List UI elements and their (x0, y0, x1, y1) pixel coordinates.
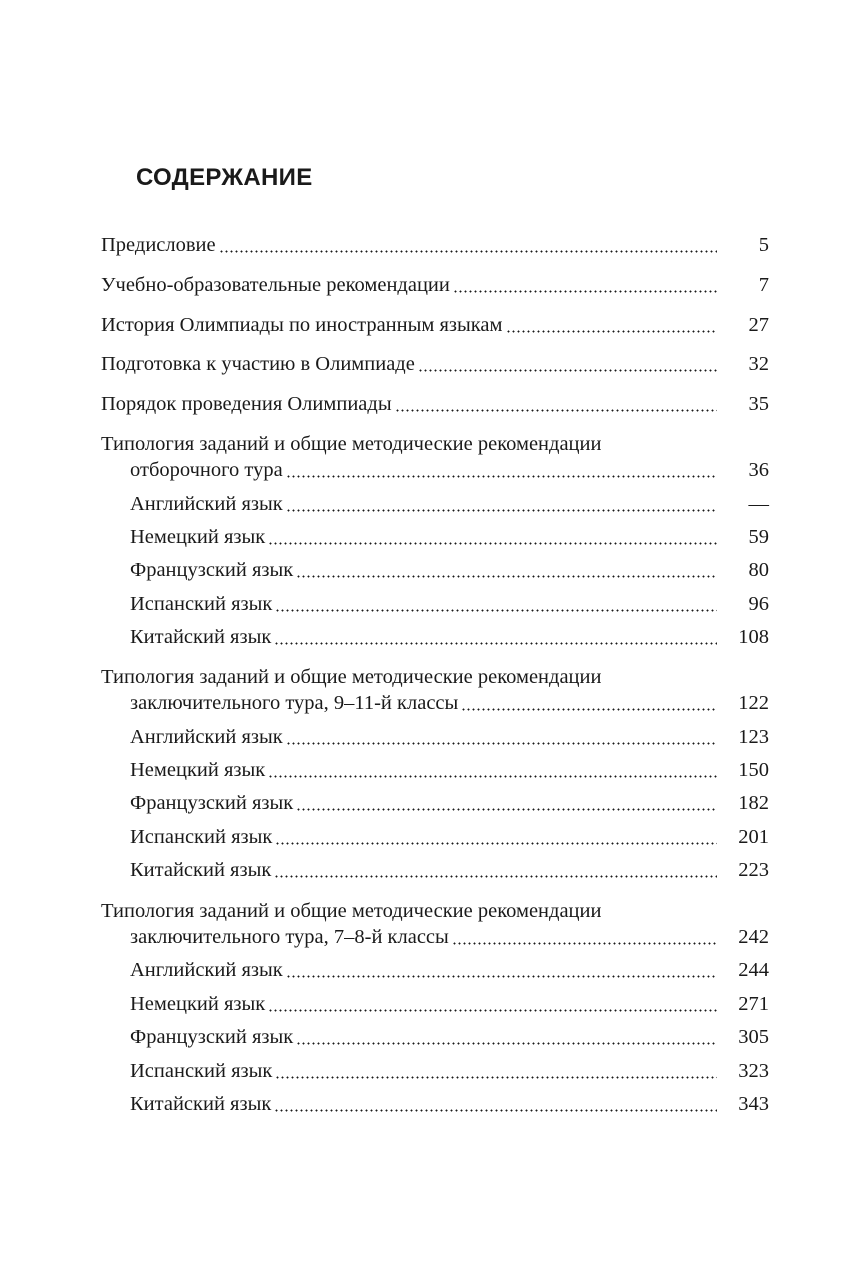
leader-dots (286, 742, 717, 745)
toc-section-heading: Типология заданий и общие методические рекомендации (101, 666, 602, 688)
toc-subentry[interactable] (130, 491, 769, 517)
leader-dots (219, 250, 717, 253)
toc-subentry[interactable] (130, 524, 769, 550)
toc-entry-page: 182 (738, 792, 769, 814)
leader-dots (296, 575, 717, 578)
toc-entry-label: Французский язык (130, 792, 294, 814)
toc-entry[interactable] (101, 272, 769, 298)
toc-subentry[interactable] (130, 1058, 769, 1084)
toc-entry-label: заключительного тура, 9–11-й классы (130, 692, 459, 714)
toc-entry-label: Английский язык (130, 959, 283, 981)
toc-entry-page: 7 (758, 274, 769, 296)
toc-section-entry[interactable] (101, 666, 769, 716)
toc-subentry[interactable] (130, 857, 769, 883)
toc-entry-label: Порядок проведения Олимпиады (101, 393, 392, 415)
toc-entry-label: отборочного тура (130, 459, 283, 481)
leader-dots (274, 875, 717, 878)
leader-dots (274, 642, 717, 645)
leader-dots (268, 1009, 717, 1012)
toc-entry-page: 150 (738, 759, 769, 781)
toc-entry-page: 271 (738, 993, 769, 1015)
toc-entry[interactable] (101, 391, 769, 417)
page-title: СОДЕРЖАНИЕ (136, 164, 313, 191)
toc-entry-label: заключительного тура, 7–8-й классы (130, 926, 449, 948)
toc-section-heading: Типология заданий и общие методические рекомендации (101, 900, 602, 922)
toc-subentry[interactable] (130, 591, 769, 617)
toc-entry-label: Испанский язык (130, 1060, 273, 1082)
toc-entry-page: 96 (748, 593, 769, 615)
toc-subentry[interactable] (130, 757, 769, 783)
toc-entry[interactable] (101, 351, 769, 377)
toc-entry-label: Китайский язык (130, 1093, 272, 1115)
toc-subentry[interactable] (130, 557, 769, 583)
toc-entry-page: 59 (748, 526, 769, 548)
leader-dots (286, 975, 717, 978)
toc-section-entry[interactable] (101, 433, 769, 483)
leader-dots (453, 290, 717, 293)
toc-subentry[interactable] (130, 957, 769, 983)
toc-entry-label: Немецкий язык (130, 993, 266, 1015)
toc-entry-label: История Олимпиады по иностранным языкам (101, 314, 503, 336)
toc-entry-label: Китайский язык (130, 859, 272, 881)
toc-subentry[interactable] (130, 624, 769, 650)
toc-entry-label: Предисловие (101, 234, 216, 256)
toc-entry-page: 108 (738, 626, 769, 648)
toc-entry-label: Испанский язык (130, 593, 273, 615)
toc-entry-label: Немецкий язык (130, 526, 266, 548)
toc-subentry[interactable] (130, 1024, 769, 1050)
leader-dots (268, 542, 717, 545)
toc-entry-label: Испанский язык (130, 826, 273, 848)
leader-dots (452, 942, 717, 945)
leader-dots (275, 609, 717, 612)
toc-entry-page: 305 (738, 1026, 769, 1048)
toc-entry-page: 323 (738, 1060, 769, 1082)
leader-dots (296, 1042, 717, 1045)
leader-dots (395, 409, 717, 412)
toc-entry-label: Английский язык (130, 726, 283, 748)
toc-entry-page: 123 (738, 726, 769, 748)
toc-entry-page: 35 (748, 393, 769, 415)
toc-section-entry[interactable] (101, 900, 769, 950)
toc-entry-label: Английский язык (130, 493, 283, 515)
leader-dots (268, 775, 717, 778)
toc-entry-label: Подготовка к участию в Олимпиаде (101, 353, 415, 375)
toc-section-heading: Типология заданий и общие методические рекомендации (101, 433, 602, 455)
toc-entry-label: Учебно-образовательные рекомендации (101, 274, 450, 296)
toc-entry[interactable] (101, 312, 769, 338)
leader-dots (286, 509, 717, 512)
toc-entry-page: 27 (748, 314, 769, 336)
toc-subentry[interactable] (130, 991, 769, 1017)
toc-entry-page: 80 (748, 559, 769, 581)
toc-entry-label: Французский язык (130, 1026, 294, 1048)
leader-dots (275, 1076, 717, 1079)
toc-subentry[interactable] (130, 824, 769, 850)
toc-subentry[interactable] (130, 724, 769, 750)
toc-entry-page: 223 (738, 859, 769, 881)
toc-entry[interactable] (101, 232, 769, 258)
toc-entry-page: 32 (748, 353, 769, 375)
toc-entry-page: 36 (748, 459, 769, 481)
toc-entry-page: — (748, 493, 769, 515)
leader-dots (461, 708, 717, 711)
toc-entry-page: 244 (738, 959, 769, 981)
toc-entry-page: 122 (738, 692, 769, 714)
leader-dots (275, 842, 717, 845)
toc-entry-label: Французский язык (130, 559, 294, 581)
toc-subentry[interactable] (130, 790, 769, 816)
toc-entry-page: 343 (738, 1093, 769, 1115)
toc-entry-label: Немецкий язык (130, 759, 266, 781)
leader-dots (296, 808, 717, 811)
leader-dots (418, 369, 717, 372)
toc-entry-page: 201 (738, 826, 769, 848)
leader-dots (286, 475, 717, 478)
toc-subentry[interactable] (130, 1091, 769, 1117)
leader-dots (274, 1109, 717, 1112)
leader-dots (506, 330, 717, 333)
toc-entry-page: 242 (738, 926, 769, 948)
toc-entry-page: 5 (758, 234, 769, 256)
toc-entry-label: Китайский язык (130, 626, 272, 648)
